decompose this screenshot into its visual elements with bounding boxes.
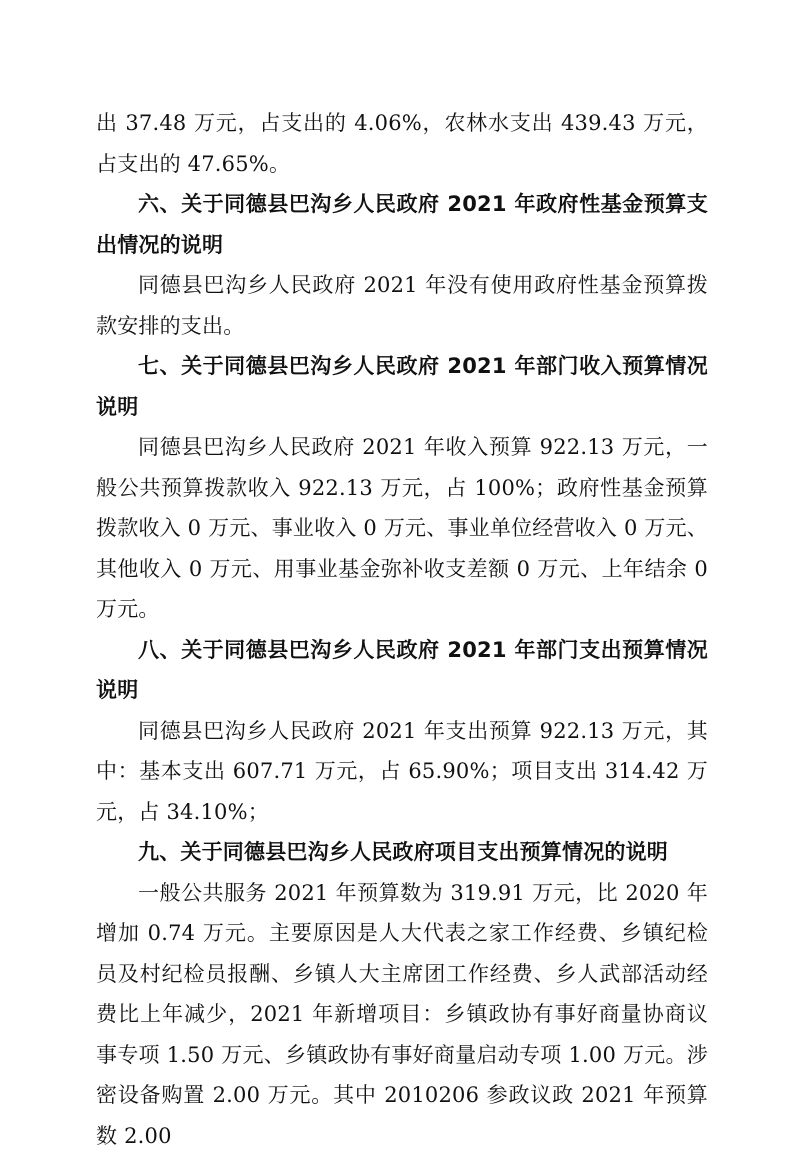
paragraph-section-9: 一般公共服务 2021 年预算数为 319.91 万元，比 2020 年增加 0.74 万元。主要原因是人大代表之家工作经费、乡镇纪检员及村纪检员报酬、乡镇人大主席团工作经费、乡人武部活动经费比上年减少，2021 年新增项目：乡镇政协有事好商量协商议事专项 1.50 万元、乡镇政协有事好商量启动专项 1.00 万元。涉密设备购置 2.00 万元。其中 2010206 参政议政 2021 年预算数 2.00	[96, 873, 708, 1156]
heading-section-8: 八、关于同德县巴沟乡人民政府 2021 年部门支出预算情况说明	[96, 630, 708, 711]
document-body	[96, 103, 708, 1156]
paragraph-section-8: 同德县巴沟乡人民政府 2021 年支出预算 922.13 万元，其中：基本支出 607.71 万元，占 65.90%；项目支出 314.42 万元，占 34.10%；	[96, 711, 708, 833]
paragraph-section-6: 同德县巴沟乡人民政府 2021 年没有使用政府性基金预算拨款安排的支出。	[96, 265, 708, 346]
heading-section-7: 七、关于同德县巴沟乡人民政府 2021 年部门收入预算情况说明	[96, 346, 708, 427]
heading-section-9: 九、关于同德县巴沟乡人民政府项目支出预算情况的说明	[96, 832, 708, 873]
paragraph-expenditure-continuation: 出 37.48 万元，占支出的 4.06%，农林水支出 439.43 万元，占支出的 47.65%。	[96, 103, 708, 184]
paragraph-section-7: 同德县巴沟乡人民政府 2021 年收入预算 922.13 万元，一般公共预算拨款收入 922.13 万元，占 100%；政府性基金预算拨款收入 0 万元、事业收入 0 万元、事业单位经营收入 0 万元、其他收入 0 万元、用事业基金弥补收支差额 0 万元、上年结余 0 万元。	[96, 427, 708, 630]
heading-section-6: 六、关于同德县巴沟乡人民政府 2021 年政府性基金预算支出情况的说明	[96, 184, 708, 265]
